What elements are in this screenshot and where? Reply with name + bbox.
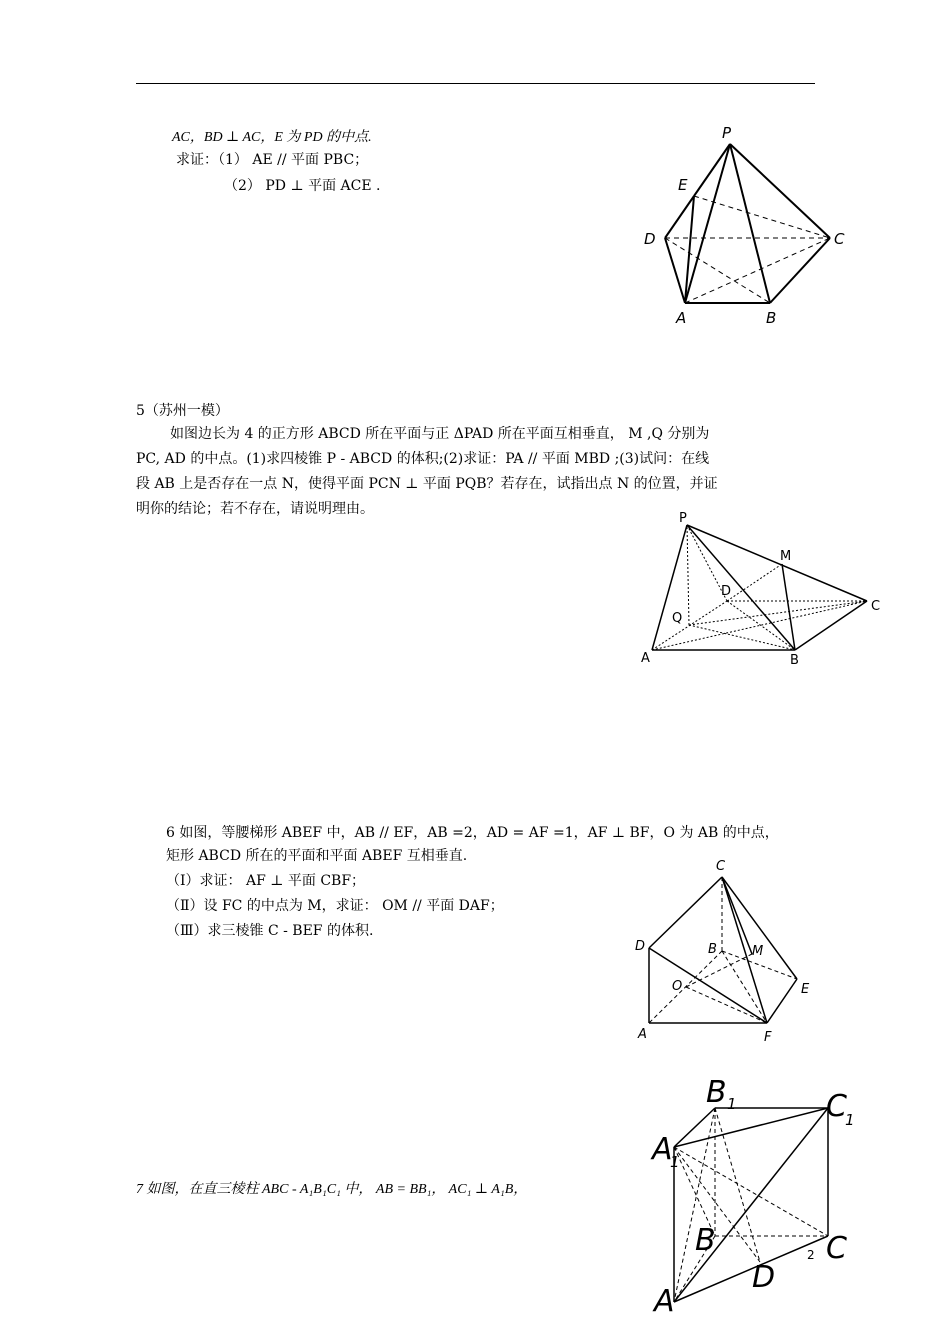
label-P: P: [679, 511, 687, 526]
label-D: D: [721, 584, 732, 599]
solid-edges: [665, 144, 830, 303]
label-A1: A: [652, 1132, 673, 1167]
figure-pyramid-pentagon: [640, 120, 860, 330]
q6-line5: （Ⅲ）求三棱锥 C - BEF 的体积.: [166, 923, 374, 939]
q6-line4: （Ⅱ）设 FC 的中点为 M，求证： OM // 平面 DAF；: [166, 898, 504, 914]
label-A: A: [641, 651, 650, 666]
label-E: E: [801, 982, 810, 997]
label-two: 2: [807, 1248, 815, 1262]
q6-line1: 6 如图，等腰梯形 ABEF 中，AB // EF，AB =2，AD = AF =1，AF ⊥ BF，O 为 AB 的中点，: [166, 825, 779, 841]
label-B: B: [766, 309, 777, 327]
label-A: A: [676, 309, 687, 327]
label-P: P: [722, 124, 732, 142]
q4-line2: 求证：（1） AE // 平面 PBC；: [176, 152, 369, 168]
q5-line2: PC, AD 的中点。(1)求四棱锥 P - ABCD 的体积;(2)求证：PA // 平面 MBD ;(3)试问：在线: [136, 451, 710, 467]
label-Q: Q: [672, 611, 683, 626]
label-C: C: [834, 230, 845, 248]
q7-line1: 7 如图，在直三棱柱 ABC - A₁B₁C₁ 中， AB = BB₁， AC₁ ⊥ A₁B，: [136, 1182, 528, 1197]
q6-line3: （Ⅰ）求证： AF ⊥ 平面 CBF；: [166, 873, 366, 889]
label-B1: B: [706, 1075, 727, 1110]
q5-line3: 段 AB 上是否存在一点 N，使得平面 PCN ⊥ 平面 PQB？若存在，试指出点 N 的位置，并证: [136, 476, 718, 492]
label-B: B: [708, 942, 717, 957]
label-C: C: [826, 1231, 847, 1266]
label-B: B: [790, 653, 799, 668]
figure-pyramid-square: [635, 505, 895, 670]
label-D: D: [644, 230, 656, 248]
label-O: O: [672, 979, 683, 994]
label-B: B: [695, 1223, 716, 1258]
q4-line1: AC，BD ⊥ AC，E 为 PD 的中点.: [172, 130, 372, 145]
q5-line4: 明你的结论；若不存在，请说明理由。: [136, 501, 374, 517]
q6-line2: 矩形 ABCD 所在的平面和平面 ABEF 互相垂直.: [166, 848, 468, 864]
label-C1: C: [826, 1089, 847, 1124]
label-F: F: [764, 1030, 772, 1045]
label-A1-subscript: 1: [670, 1153, 680, 1171]
label-E: E: [678, 176, 688, 194]
q5-line1: 如图边长为 4 的正方形 ABCD 所在平面与正 ΔPAD 所在平面互相垂直， M ,Q 分别为: [170, 426, 710, 442]
figure-trapezoid-prism: [630, 855, 830, 1050]
label-M: M: [752, 944, 764, 959]
label-B1-subscript: 1: [727, 1095, 737, 1113]
label-D: D: [635, 939, 646, 954]
label-A: A: [638, 1027, 647, 1042]
label-M: M: [780, 549, 792, 564]
label-C: C: [716, 859, 726, 874]
label-D: D: [752, 1260, 776, 1295]
solid-edges: [652, 525, 867, 650]
label-C1-subscript: 1: [845, 1111, 855, 1129]
solid-edges: [674, 1108, 828, 1302]
q5-heading: 5（苏州一模）: [136, 403, 229, 419]
header-rule: [136, 83, 815, 84]
label-C: C: [871, 599, 881, 614]
label-A: A: [654, 1284, 675, 1319]
figure-triangular-prism: [640, 1070, 870, 1325]
q4-line3: （2） PD ⊥ 平面 ACE .: [224, 178, 381, 194]
